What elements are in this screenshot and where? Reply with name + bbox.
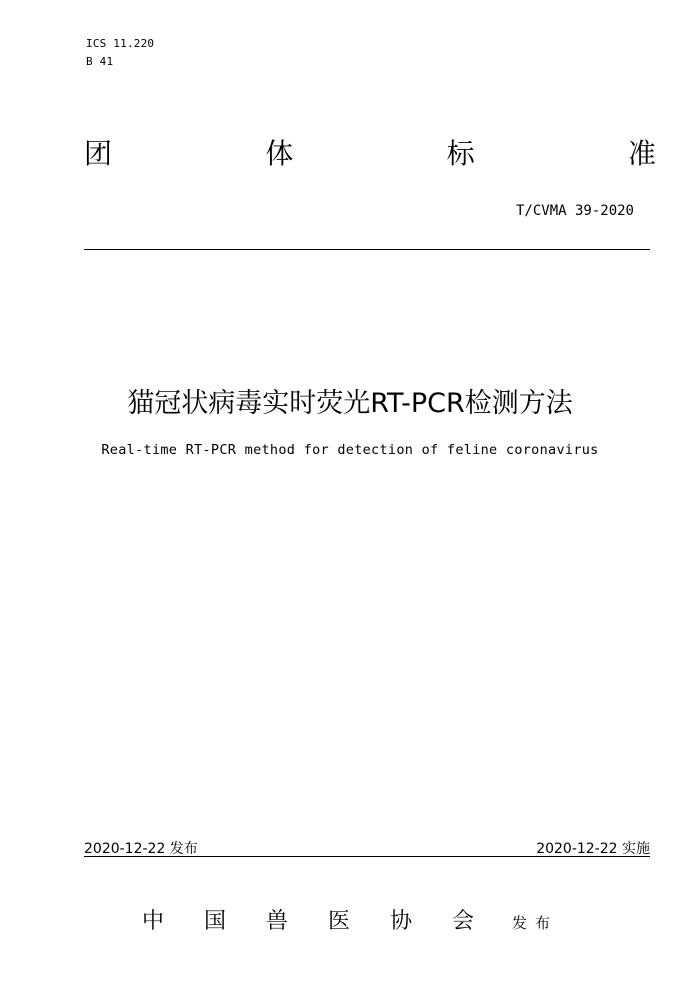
standard-type-char: 团: [84, 137, 113, 170]
publisher-suffix: 发布: [512, 914, 559, 932]
standard-type-char: 准: [627, 137, 656, 170]
standard-type-char: 体: [265, 137, 294, 170]
issue-date: 2020-12-22 发布: [84, 841, 198, 857]
document-title-chinese: 猫冠状病毒实时荧光RT-PCR检测方法: [127, 388, 573, 419]
implementation-date: 2020-12-22 实施: [536, 841, 650, 857]
standard-type-heading: [84, 136, 656, 172]
header-divider: [84, 249, 650, 250]
publisher-line: [142, 904, 558, 935]
footer-divider: [84, 856, 650, 857]
ics-code: ICS 11.220: [86, 37, 155, 50]
classification-code: B 41: [86, 55, 114, 68]
publisher-organization: 中国兽医协会: [142, 909, 515, 934]
standard-number: T/CVMA 39-2020: [515, 203, 634, 219]
standard-type-char: 标: [446, 137, 475, 170]
document-title-english: Real-time RT-PCR method for detection of feline coronavirus: [101, 442, 599, 458]
